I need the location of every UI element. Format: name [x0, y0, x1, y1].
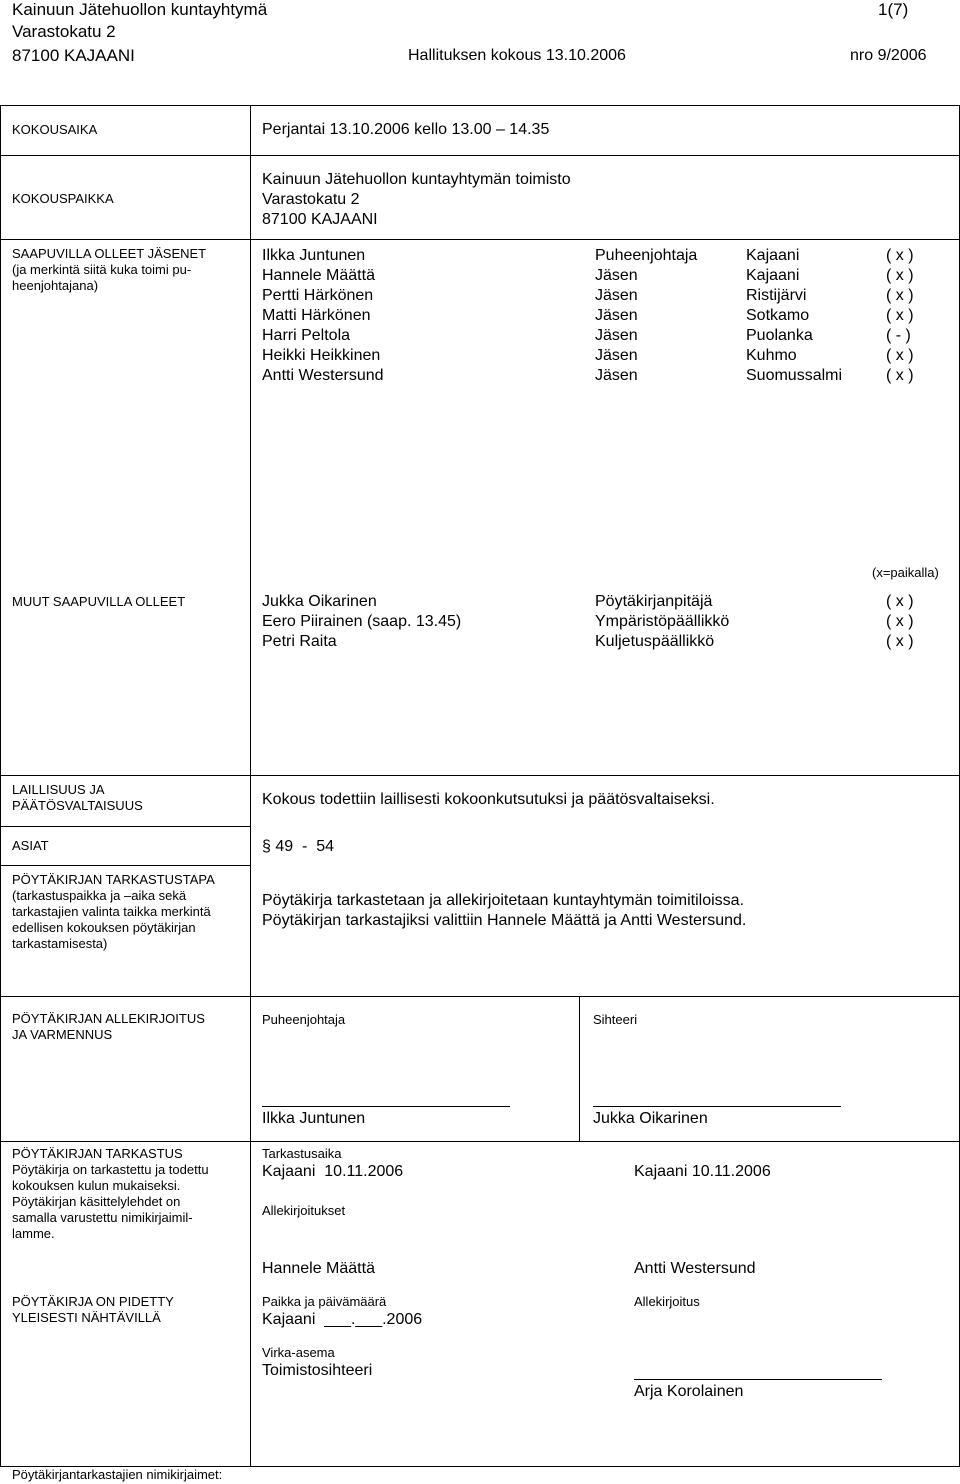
member-role: Jäsen	[595, 307, 638, 324]
others-label: MUUT SAAPUVILLA OLLEET	[12, 594, 186, 609]
nahtavilla-label	[12, 1294, 174, 1326]
label-line: tarkastamisesta)	[12, 936, 108, 951]
label-line: heenjohtajana)	[12, 278, 99, 293]
label-line: (ja merkintä siitä kuka toimi pu-	[12, 262, 192, 277]
member-town: Kuhmo	[746, 347, 797, 364]
laillisuus-value: Kokous todettiin laillisesti kokoonkutsutuksi ja päätösvaltaiseksi.	[262, 791, 715, 808]
other-role: Ympäristöpäällikkö	[595, 613, 730, 630]
label-line: SAAPUVILLA OLLEET JÄSENET	[12, 246, 207, 261]
divider	[0, 826, 250, 827]
divider	[0, 1141, 960, 1142]
label-line: kokouksen kulun mukaiseksi.	[12, 1178, 181, 1193]
other-names	[262, 592, 461, 652]
other-marks	[886, 592, 914, 652]
member-name: Heikki Heikkinen	[262, 347, 381, 364]
member-name: Antti Westersund	[262, 367, 384, 384]
member-role: Puheenjohtaja	[595, 247, 698, 264]
secretary-signature-line	[593, 1106, 841, 1107]
org-street: Varastokatu 2	[12, 22, 116, 41]
member-town: Ristijärvi	[746, 287, 807, 304]
table-border-top	[0, 105, 960, 106]
chair-name: Ilkka Juntunen	[262, 1110, 366, 1127]
meeting-number: nro 9/2006	[850, 47, 927, 64]
member-name: Matti Härkönen	[262, 307, 371, 324]
label-line: (tarkastuspaikka ja –aika sekä	[12, 888, 187, 903]
divider	[0, 155, 960, 156]
member-town: Sotkamo	[746, 307, 810, 324]
position-label: Virka-asema	[262, 1345, 335, 1360]
label-line: YLEISESTI NÄHTÄVILLÄ	[12, 1310, 161, 1325]
attendance-mark: ( x )	[886, 613, 914, 630]
page-number: 1(7)	[878, 0, 909, 19]
tarkastustapa-text	[262, 891, 746, 931]
kokousaika-label: KOKOUSAIKA	[12, 122, 98, 137]
member-role: Jäsen	[595, 367, 638, 384]
column-divider	[250, 105, 251, 1466]
attendance-mark: ( x )	[886, 247, 914, 264]
member-marks	[886, 246, 914, 386]
member-role: Jäsen	[595, 347, 638, 364]
label-line: Pöytäkirjan käsittelylehdet on	[12, 1194, 181, 1209]
legend: (x=paikalla)	[872, 565, 939, 580]
signature-label: Allekirjoitus	[634, 1294, 700, 1309]
member-name: Pertti Härkönen	[262, 287, 374, 304]
member-town: Suomussalmi	[746, 367, 843, 384]
other-role: Pöytäkirjanpitäjä	[595, 593, 713, 610]
member-town: Puolanka	[746, 327, 813, 344]
signatures-label: Allekirjoitukset	[262, 1203, 346, 1218]
label-line: PÄÄTÖSVALTAISUUS	[12, 798, 143, 813]
meeting-title: Hallituksen kokous 13.10.2006	[408, 47, 626, 64]
other-name: Eero Piirainen (saap. 13.45)	[262, 613, 462, 630]
member-names	[262, 246, 384, 386]
tarkastusaika-label: Tarkastusaika	[262, 1146, 342, 1161]
place-date-label: Paikka ja päivämäärä	[262, 1294, 387, 1309]
asiat-label: ASIAT	[12, 838, 49, 853]
attendance-mark: ( x )	[886, 287, 914, 304]
secretary-title: Sihteeri	[593, 1012, 638, 1027]
kokouspaikka-address	[262, 170, 571, 230]
position-value: Toimistosihteeri	[262, 1362, 373, 1379]
kokouspaikka-label: KOKOUSPAIKKA	[12, 191, 114, 206]
asiat-value: § 49 - 54	[262, 838, 335, 855]
label-line: PÖYTÄKIRJAN TARKASTUSTAPA	[12, 872, 215, 887]
other-roles	[595, 592, 729, 652]
label-line: JA VARMENNUS	[12, 1027, 113, 1042]
member-town: Kajaani	[746, 267, 800, 284]
divider	[0, 239, 960, 240]
display-signer: Arja Korolainen	[634, 1383, 744, 1400]
member-name: Harri Peltola	[262, 327, 351, 344]
chair-title: Puheenjohtaja	[262, 1012, 346, 1027]
signature-divider	[579, 997, 580, 1141]
laillisuus-label	[12, 782, 143, 814]
label-line: lamme.	[12, 1226, 55, 1241]
review-date-1: Kajaani 10.11.2006	[262, 1163, 404, 1180]
other-name: Petri Raita	[262, 633, 337, 650]
attendance-mark: ( x )	[886, 633, 914, 650]
reviewer-name-1: Hannele Määttä	[262, 1260, 375, 1277]
attendance-mark: ( x )	[886, 267, 914, 284]
footer-initials-label: Pöytäkirjantarkastajien nimikirjaimet:	[12, 1467, 223, 1482]
tarkastustapa-label	[12, 872, 215, 952]
allekirjoitus-label	[12, 1011, 205, 1043]
member-roles	[595, 246, 697, 386]
member-role: Jäsen	[595, 287, 638, 304]
attendance-mark: ( x )	[886, 347, 914, 364]
attendance-mark: ( x )	[886, 593, 914, 610]
label-line: tarkastajien valinta taikka merkintä	[12, 904, 211, 919]
address-line: Kainuun Jätehuollon kuntayhtymän toimisto	[262, 171, 571, 188]
attendance-mark: ( x )	[886, 307, 914, 324]
table-border-left	[0, 105, 1, 1466]
label-line: LAILLISUUS JA	[12, 782, 105, 797]
label-line: PÖYTÄKIRJA ON PIDETTY	[12, 1294, 174, 1309]
chair-signature-line	[262, 1106, 510, 1107]
secretary-name: Jukka Oikarinen	[593, 1110, 708, 1127]
label-line: Pöytäkirja on tarkastettu ja todettu	[12, 1162, 209, 1177]
member-towns	[746, 246, 842, 386]
address-line: Varastokatu 2	[262, 191, 360, 208]
member-name: Hannele Määttä	[262, 267, 375, 284]
member-name: Ilkka Juntunen	[262, 247, 366, 264]
review-date-2: Kajaani 10.11.2006	[634, 1163, 771, 1180]
member-role: Jäsen	[595, 327, 638, 344]
text-line: Pöytäkirja tarkastetaan ja allekirjoitetaan kuntayhtymän toimitiloissa.	[262, 892, 745, 909]
member-town: Kajaani	[746, 247, 800, 264]
org-name: Kainuun Jätehuollon kuntayhtymä	[12, 0, 268, 19]
divider	[0, 996, 960, 997]
text-line: Pöytäkirjan tarkastajiksi valittiin Hannele Määttä ja Antti Westersund.	[262, 912, 747, 929]
divider	[0, 775, 960, 776]
attendance-mark: ( - )	[886, 327, 911, 344]
label-line: PÖYTÄKIRJAN ALLEKIRJOITUS	[12, 1011, 205, 1026]
label-line: samalla varustettu nimikirjaimil-	[12, 1210, 193, 1225]
divider	[0, 865, 250, 866]
other-role: Kuljetuspäällikkö	[595, 633, 715, 650]
display-signature-line	[634, 1379, 882, 1380]
label-line: edellisen kokouksen pöytäkirjan	[12, 920, 196, 935]
org-city: 87100 KAJAANI	[12, 46, 135, 65]
other-name: Jukka Oikarinen	[262, 593, 377, 610]
members-label	[12, 246, 206, 294]
kokousaika-value: Perjantai 13.10.2006 kello 13.00 – 14.35	[262, 121, 550, 138]
tarkastus-label	[12, 1146, 209, 1242]
attendance-mark: ( x )	[886, 367, 914, 384]
reviewer-name-2: Antti Westersund	[634, 1260, 756, 1277]
place-date-value: Kajaani ___.___.2006	[262, 1311, 423, 1328]
label-line: PÖYTÄKIRJAN TARKASTUS	[12, 1146, 183, 1161]
address-line: 87100 KAJAANI	[262, 211, 378, 228]
member-role: Jäsen	[595, 267, 638, 284]
